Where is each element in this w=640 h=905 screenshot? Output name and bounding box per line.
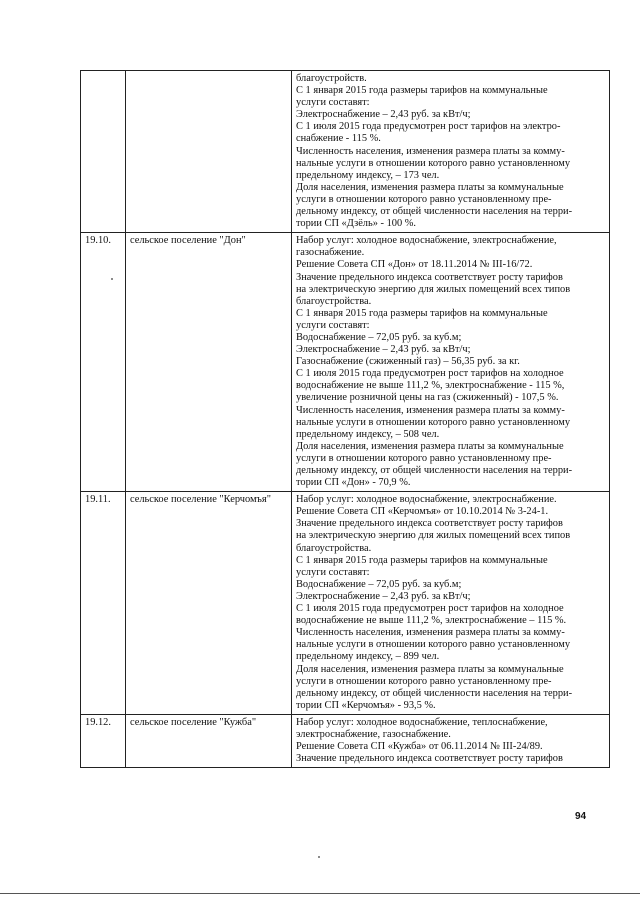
description-line: Электроснабжение – 2,43 руб. за кВт/ч; [296,590,471,602]
description-line: услуги составят: [296,319,370,331]
tariff-table [80,70,610,768]
description-line: Решение Совета СП «Кужба» от 06.11.2014 № III-24/89. [296,741,543,753]
description-line: С 1 января 2015 года размеры тарифов на коммунальные [296,554,548,566]
settlement-name-cell [126,71,292,233]
description-line: газоснабжение. [296,247,365,259]
description-line: Решение Совета СП «Керчомъя» от 10.10.2014 № 3-24-1. [296,506,549,518]
description-line: электроснабжение, газоснабжение. [296,728,451,740]
description-line: С 1 июля 2015 года предусмотрен рост тарифов на холодное [296,603,564,615]
description-line: С 1 января 2015 года размеры тарифов на коммунальные [296,85,548,97]
description-line: благоустройств. [296,73,367,84]
description-line: Электроснабжение – 2,43 руб. за кВт/ч; [296,109,471,121]
description-line: на электрическую энергию для жилых помещений всех типов [296,283,571,295]
description-line: Доля населения, изменения размера платы за коммунальные [296,440,564,452]
table-row [81,492,610,715]
settlement-name-cell: сельское поселение "Кужба" [126,714,292,767]
description-line: Набор услуг: холодное водоснабжение, электроснабжение. [296,494,557,506]
description-line: услуги составят: [296,566,370,578]
description-line: водоснабжение не выше 111,2 %, электроснабжение - 115 %, [296,380,565,392]
description-line: предельному индексу, – 173 чел. [296,169,440,181]
description-line: нальные услуги в отношении которого равно установленному [296,416,571,428]
description-line: Численность населения, изменения размера платы за комму- [296,627,565,639]
description-line: на электрическую энергию для жилых помещений всех типов [296,530,571,542]
description-line: Водоснабжение – 72,05 руб. за куб.м; [296,331,462,343]
settlement-name-cell: сельское поселение "Керчомъя" [126,492,292,715]
description-line: Электроснабжение – 2,43 руб. за кВт/ч; [296,344,471,356]
row-number-cell [81,71,126,233]
page-number: 94 [575,811,587,822]
description-cell [292,233,610,492]
table-row [81,714,610,767]
row-number-cell: 19.12. [81,714,126,767]
description-line: Водоснабжение – 72,05 руб. за куб.м; [296,578,462,590]
description-line: дельному индексу, от общей численности населения на терри- [296,687,573,699]
table-row [81,233,610,492]
description-line: водоснабжение не выше 111,2 %, электроснабжение – 115 %. [296,615,567,627]
table-body [81,71,610,768]
description-line: Значение предельного индекса соответствует росту тарифов [296,271,563,283]
description-cell [292,71,610,233]
description-cell [292,714,610,767]
description-line: дельному индексу, от общей численности населения на терри- [296,465,573,476]
table-row [81,71,610,233]
description-line: Значение предельного индекса соответствует росту тарифов [296,753,563,765]
description-line: увеличение розничной цены на газ (сжиженный) - 107,5 %. [296,392,559,404]
description-line: услуги составят: [296,97,370,109]
description-cell [292,492,610,715]
row-number-cell: 19.10. [81,233,126,492]
description-line: С 1 июля 2015 года предусмотрен рост тарифов на холодное [296,368,564,380]
description-line: Доля населения, изменения размера платы за коммунальные [296,181,564,193]
description-line: предельному индексу, – 899 чел. [296,651,440,663]
description-line: дельному индексу, от общей численности населения на терри- [296,206,573,218]
description-line: Численность населения, изменения размера платы за комму- [296,145,565,157]
description-line: тории СП «Дзёль» - 100 %. [296,218,417,230]
description-line: Набор услуг: холодное водоснабжение, электроснабжение, [296,235,557,247]
description-line: снабжение - 115 %. [296,133,381,145]
description-line: Доля населения, изменения размера платы за коммунальные [296,663,564,675]
footer-rule [0,893,640,894]
description-line: благоустройства. [296,542,372,554]
row-number-cell: 19.11. [81,492,126,715]
description-line: предельному индексу, – 508 чел. [296,428,440,440]
description-line: Набор услуг: холодное водоснабжение, теплоснабжение, [296,716,548,728]
scan-speck [111,278,113,280]
settlement-name-cell: сельское поселение "Дон" [126,233,292,492]
description-line: услуги в отношении которого равно установленному пре- [296,452,552,464]
description-line: тории СП «Керчомъя» - 93,5 %. [296,699,436,711]
description-line: Численность населения, изменения размера платы за комму- [296,404,565,416]
description-line: благоустройства. [296,295,372,307]
description-line: услуги в отношении которого равно установленному пре- [296,193,552,205]
description-line: нальные услуги в отношении которого равно установленному [296,157,571,169]
description-line: Значение предельного индекса соответствует росту тарифов [296,518,563,530]
description-line: С 1 июля 2015 года предусмотрен рост тарифов на электро- [296,121,561,133]
description-line: тории СП «Дон» - 70,9 %. [296,477,411,489]
description-line: нальные услуги в отношении которого равно установленному [296,639,571,651]
description-line: Газоснабжение (сжиженный газ) – 56,35 руб. за кг. [296,356,520,368]
description-line: Решение Совета СП «Дон» от 18.11.2014 № III-16/72. [296,259,533,271]
scan-speck [318,856,320,858]
description-line: услуги в отношении которого равно установленному пре- [296,675,552,687]
description-line: С 1 января 2015 года размеры тарифов на коммунальные [296,307,548,319]
